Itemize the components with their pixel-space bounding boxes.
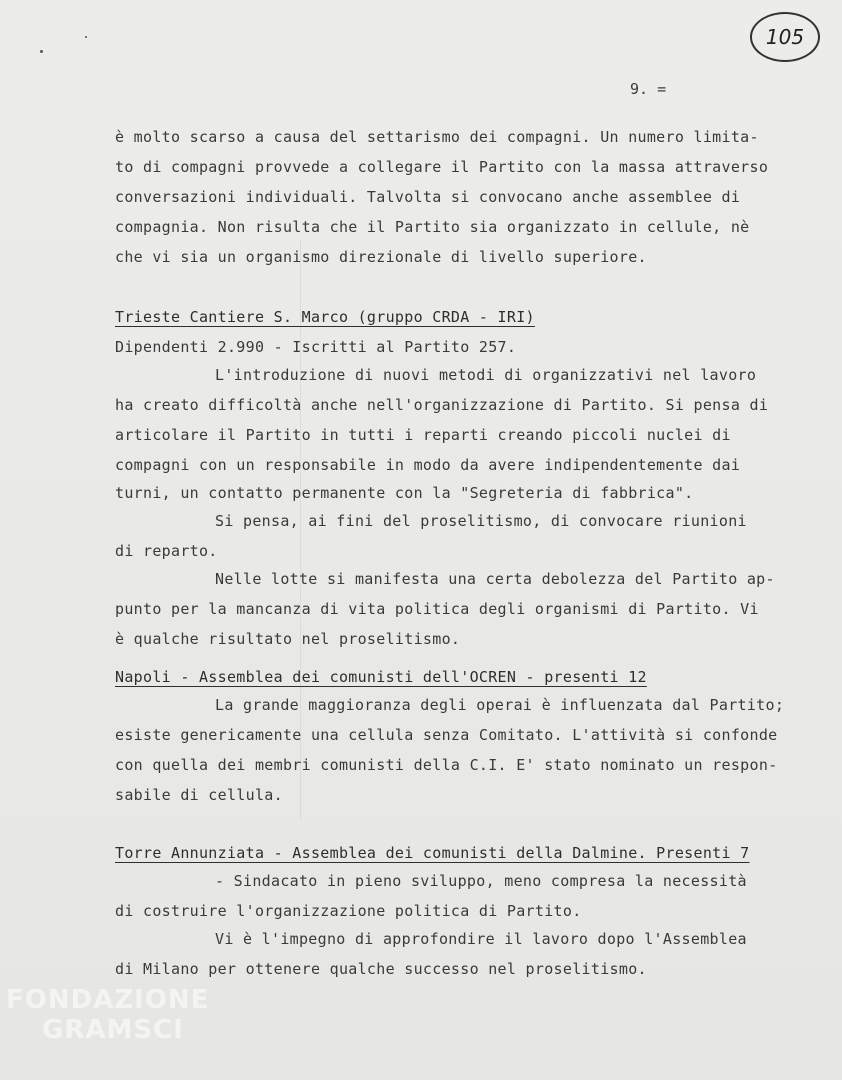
section-heading-torre-annunziata: Torre Annunziata - Assemblea dei comunisti della Dalmine. Presenti 7: [115, 844, 750, 862]
text-line: sabile di cellula.: [115, 786, 283, 804]
text-line: Vi è l'impegno di approfondire il lavoro dopo l'Assemblea: [215, 930, 747, 948]
text-line: con quella dei membri comunisti della C.I. E' stato nominato un respon-: [115, 756, 778, 774]
text-line: Nelle lotte si manifesta una certa debolezza del Partito ap-: [215, 570, 775, 588]
archive-number-circle: [750, 12, 820, 62]
archive-number: 105: [765, 25, 805, 49]
text-line: punto per la mancanza di vita politica degli organismi di Partito. Vi: [115, 600, 759, 618]
paper-speck: [85, 36, 87, 38]
text-line: compagni con un responsabile in modo da avere indipendentemente dai: [115, 456, 741, 474]
text-line: to di compagni provvede a collegare il Partito con la massa attraverso: [115, 158, 769, 176]
text-line: di reparto.: [115, 542, 218, 560]
text-line: L'introduzione di nuovi metodi di organizzativi nel lavoro: [215, 366, 757, 384]
text-line: è molto scarso a causa del settarismo dei compagni. Un numero limita-: [115, 128, 759, 146]
text-line: Si pensa, ai fini del proselitismo, di convocare riunioni: [215, 512, 747, 530]
text-line: conversazioni individuali. Talvolta si convocano anche assemblee di: [115, 188, 741, 206]
paper-speck: [40, 50, 43, 53]
text-line: ha creato difficoltà anche nell'organizzazione di Partito. Si pensa di: [115, 396, 769, 414]
text-line: di Milano per ottenere qualche successo nel proselitismo.: [115, 960, 647, 978]
text-line: di costruire l'organizzazione politica di Partito.: [115, 902, 582, 920]
text-line: Dipendenti 2.990 - Iscritti al Partito 257.: [115, 338, 517, 356]
text-line: che vi sia un organismo direzionale di livello superiore.: [115, 248, 647, 266]
text-line: articolare il Partito in tutti i reparti creando piccoli nuclei di: [115, 426, 731, 444]
section-heading-trieste: Trieste Cantiere S. Marco (gruppo CRDA - IRI): [115, 308, 535, 326]
text-line: esiste genericamente una cellula senza Comitato. L'attività si confonde: [115, 726, 778, 744]
text-line: turni, un contatto permanente con la "Segreteria di fabbrica".: [115, 484, 694, 502]
section-heading-napoli: Napoli - Assemblea dei comunisti dell'OCREN - presenti 12: [115, 668, 647, 686]
fondazione-gramsci-watermark-logo: FONDAZIONE GRAMSCI: [6, 985, 210, 1045]
text-line: compagnia. Non risulta che il Partito sia organizzato in cellule, nè: [115, 218, 750, 236]
text-line: è qualche risultato nel proselitismo.: [115, 630, 461, 648]
text-line: La grande maggioranza degli operai è influenzata dal Partito;: [215, 696, 785, 714]
text-line: - Sindacato in pieno sviluppo, meno compresa la necessità: [215, 872, 747, 890]
page-number: 9. =: [630, 80, 667, 98]
